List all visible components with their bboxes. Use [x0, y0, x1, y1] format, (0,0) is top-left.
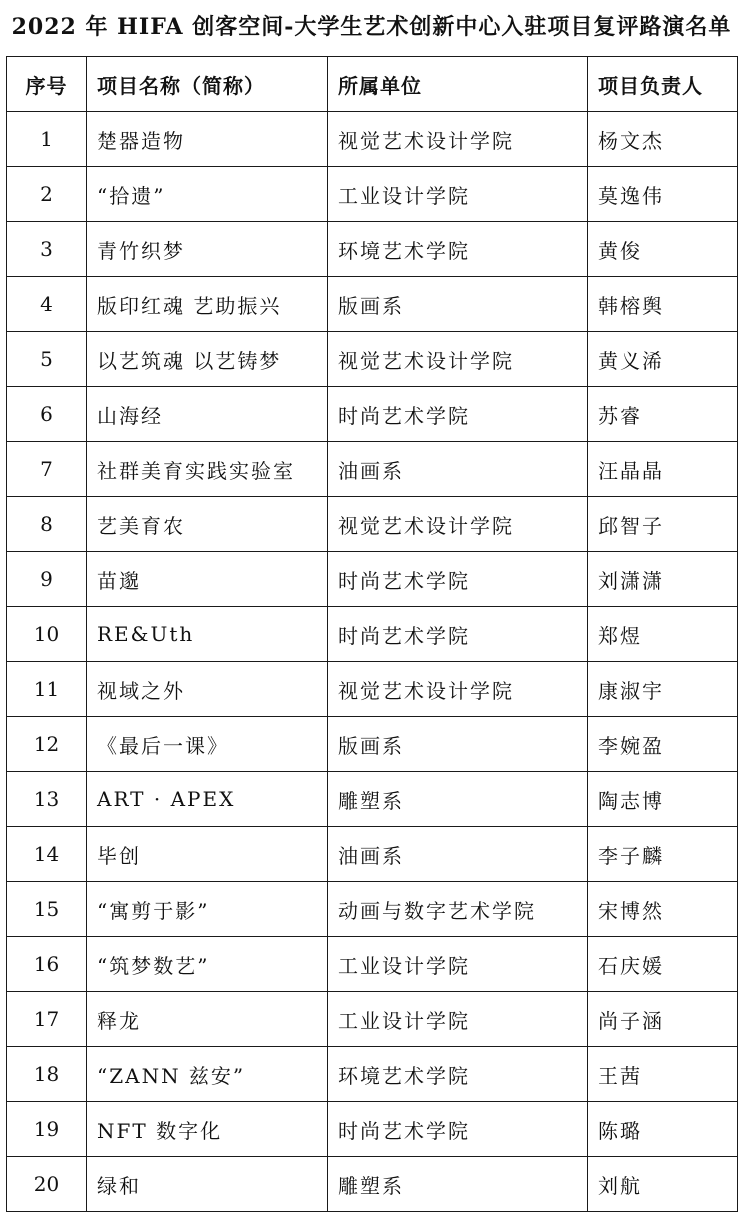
project-name-cell: 版印红魂 艺助振兴	[87, 277, 328, 332]
project-name-cell: 艺美育农	[87, 497, 328, 552]
serial-number-cell: 9	[7, 552, 87, 607]
unit-cell: 雕塑系	[328, 772, 588, 827]
unit-cell: 视觉艺术设计学院	[328, 112, 588, 167]
project-name-cell: NFT 数字化	[87, 1102, 328, 1157]
project-name-cell: “拾遗”	[87, 167, 328, 222]
table-body	[7, 112, 738, 1212]
serial-number-cell: 12	[7, 717, 87, 772]
serial-number-cell: 14	[7, 827, 87, 882]
project-name-cell: 社群美育实践实验室	[87, 442, 328, 497]
table-row	[7, 277, 738, 332]
project-name-cell: 《最后一课》	[87, 717, 328, 772]
unit-cell: 工业设计学院	[328, 992, 588, 1047]
project-lead-cell: 韩榕舆	[588, 277, 738, 332]
project-lead-cell: 苏睿	[588, 387, 738, 442]
header-project-lead: 项目负责人	[588, 57, 738, 112]
project-lead-cell: 黄俊	[588, 222, 738, 277]
project-name-cell: “ZANN 兹安”	[87, 1047, 328, 1102]
table-row	[7, 992, 738, 1047]
header-unit: 所属单位	[328, 57, 588, 112]
project-name-cell: 青竹织梦	[87, 222, 328, 277]
unit-cell: 油画系	[328, 442, 588, 497]
project-lead-cell: 汪晶晶	[588, 442, 738, 497]
unit-cell: 时尚艺术学院	[328, 607, 588, 662]
project-lead-cell: 邱智子	[588, 497, 738, 552]
unit-cell: 动画与数字艺术学院	[328, 882, 588, 937]
unit-cell: 油画系	[328, 827, 588, 882]
serial-number-cell: 1	[7, 112, 87, 167]
serial-number-cell: 7	[7, 442, 87, 497]
table-header	[7, 57, 738, 112]
project-lead-cell: 康淑宇	[588, 662, 738, 717]
project-name-cell: 释龙	[87, 992, 328, 1047]
project-name-cell: 视域之外	[87, 662, 328, 717]
serial-number-cell: 10	[7, 607, 87, 662]
header-project-name: 项目名称（简称）	[87, 57, 328, 112]
table-row	[7, 112, 738, 167]
table-row	[7, 882, 738, 937]
serial-number-cell: 17	[7, 992, 87, 1047]
serial-number-cell: 13	[7, 772, 87, 827]
unit-cell: 版画系	[328, 277, 588, 332]
serial-number-cell: 6	[7, 387, 87, 442]
project-lead-cell: 陈璐	[588, 1102, 738, 1157]
header-row	[7, 57, 738, 112]
serial-number-cell: 16	[7, 937, 87, 992]
table-row	[7, 1157, 738, 1212]
project-roster-table	[6, 56, 738, 1212]
project-lead-cell: 尚子涵	[588, 992, 738, 1047]
project-lead-cell: 莫逸伟	[588, 167, 738, 222]
serial-number-cell: 20	[7, 1157, 87, 1212]
unit-cell: 环境艺术学院	[328, 1047, 588, 1102]
project-name-cell: 毕创	[87, 827, 328, 882]
project-lead-cell: 刘航	[588, 1157, 738, 1212]
serial-number-cell: 5	[7, 332, 87, 387]
document-title: 2022 年 HIFA 创客空间-大学生艺术创新中心入驻项目复评路演名单	[11, 14, 732, 40]
project-lead-cell: 王茜	[588, 1047, 738, 1102]
header-serial-number: 序号	[7, 57, 87, 112]
project-lead-cell: 陶志博	[588, 772, 738, 827]
unit-cell: 工业设计学院	[328, 167, 588, 222]
project-name-cell: RE&Uth	[87, 607, 328, 662]
table-row	[7, 497, 738, 552]
serial-number-cell: 8	[7, 497, 87, 552]
serial-number-cell: 4	[7, 277, 87, 332]
project-name-cell: 苗邈	[87, 552, 328, 607]
project-name-cell: 楚器造物	[87, 112, 328, 167]
serial-number-cell: 3	[7, 222, 87, 277]
table-row	[7, 937, 738, 992]
table-row	[7, 552, 738, 607]
unit-cell: 视觉艺术设计学院	[328, 332, 588, 387]
unit-cell: 版画系	[328, 717, 588, 772]
serial-number-cell: 15	[7, 882, 87, 937]
unit-cell: 工业设计学院	[328, 937, 588, 992]
unit-cell: 环境艺术学院	[328, 222, 588, 277]
table-row	[7, 387, 738, 442]
unit-cell: 视觉艺术设计学院	[328, 497, 588, 552]
table-row	[7, 607, 738, 662]
unit-cell: 时尚艺术学院	[328, 552, 588, 607]
table-row	[7, 167, 738, 222]
table-row	[7, 662, 738, 717]
table-row	[7, 1047, 738, 1102]
project-lead-cell: 黄义浠	[588, 332, 738, 387]
unit-cell: 视觉艺术设计学院	[328, 662, 588, 717]
serial-number-cell: 11	[7, 662, 87, 717]
serial-number-cell: 2	[7, 167, 87, 222]
project-lead-cell: 李子麟	[588, 827, 738, 882]
table-row	[7, 1102, 738, 1157]
table-row	[7, 827, 738, 882]
project-name-cell: “寓剪于影”	[87, 882, 328, 937]
project-name-cell: 山海经	[87, 387, 328, 442]
project-lead-cell: 石庆媛	[588, 937, 738, 992]
unit-cell: 雕塑系	[328, 1157, 588, 1212]
project-lead-cell: 李婉盈	[588, 717, 738, 772]
project-name-cell: 以艺筑魂 以艺铸梦	[87, 332, 328, 387]
serial-number-cell: 19	[7, 1102, 87, 1157]
unit-cell: 时尚艺术学院	[328, 387, 588, 442]
table-row	[7, 772, 738, 827]
project-name-cell: “筑梦数艺”	[87, 937, 328, 992]
project-lead-cell: 郑煜	[588, 607, 738, 662]
project-lead-cell: 杨文杰	[588, 112, 738, 167]
table-row	[7, 332, 738, 387]
table-row	[7, 442, 738, 497]
project-lead-cell: 宋博然	[588, 882, 738, 937]
project-name-cell: 绿和	[87, 1157, 328, 1212]
serial-number-cell: 18	[7, 1047, 87, 1102]
table-row	[7, 717, 738, 772]
table-row	[7, 222, 738, 277]
project-name-cell: ART · APEX	[87, 772, 328, 827]
project-lead-cell: 刘潇潇	[588, 552, 738, 607]
unit-cell: 时尚艺术学院	[328, 1102, 588, 1157]
